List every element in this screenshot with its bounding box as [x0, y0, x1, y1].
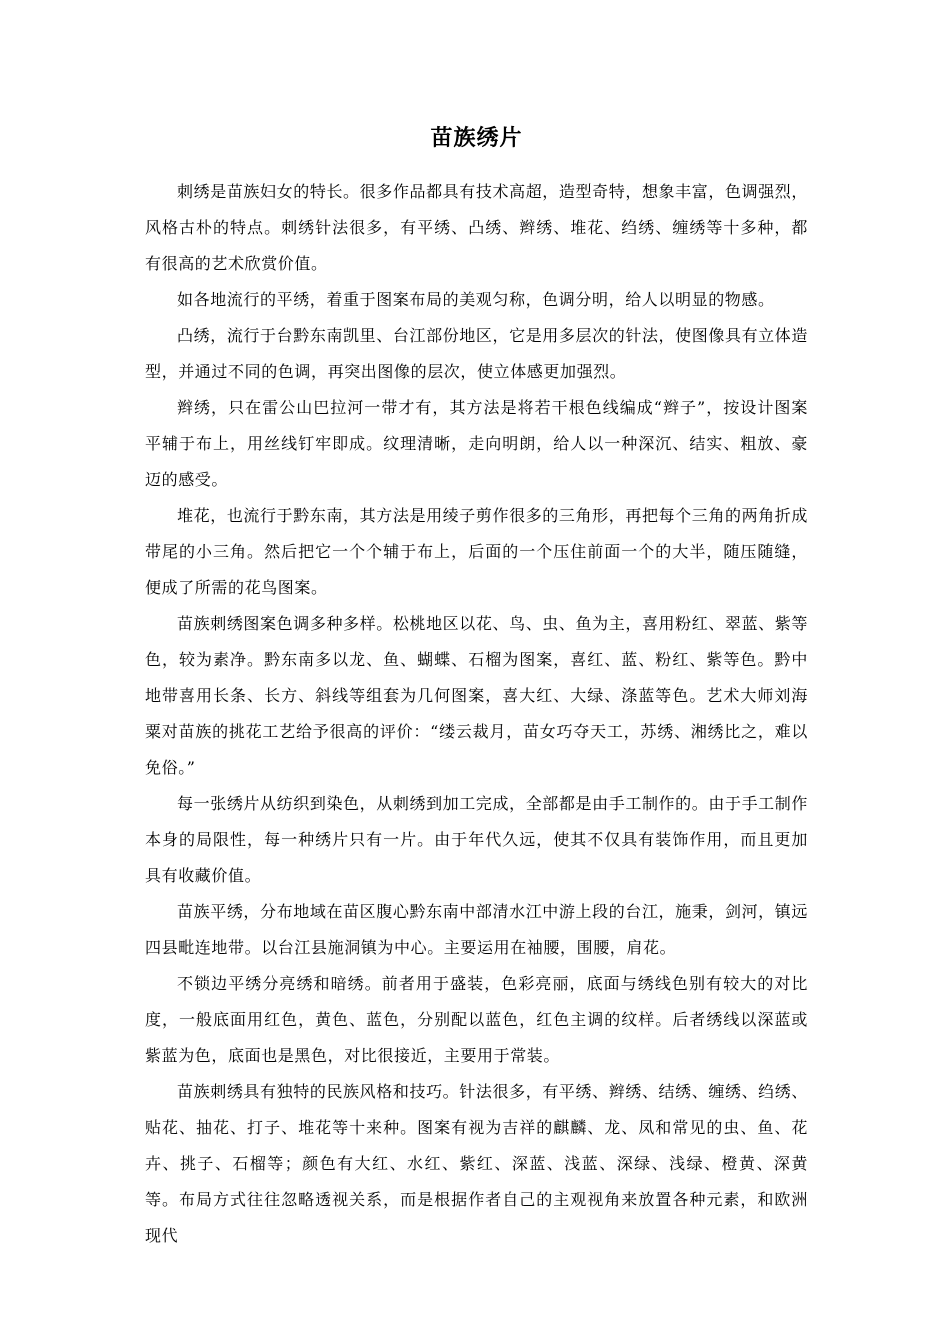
paragraph-6: 苗族刺绣图案色调多种多样。松桃地区以花、鸟、虫、鱼为主，喜用粉红、翠蓝、紫等色，较为素净。黔东南多以龙、鱼、蝴蝶、石榴为图案，喜红、蓝、粉红、紫等色。黔中地带喜用长条、长方、斜线等组套为几何图案，喜大红、大绿、涤蓝等色。艺术大师刘海粟对苗族的挑花工艺给予很高的评价：“缕云裁月，苗女巧夺天工，苏绣、湘绣比之，难以免俗。” [145, 614, 808, 777]
document-page [145, 118, 808, 1254]
paragraph-4: 辫绣，只在雷公山巴拉河一带才有，其方法是将若干根色线编成“辫子”，按设计图案平辅于布上，用丝线钉牢即成。纹理清晰，走向明朗，给人以一种深沉、结实、粗放、豪迈的感受。 [145, 398, 808, 489]
paragraph-7: 每一张绣片从纺织到染色，从刺绣到加工完成，全部都是由手工制作的。由于手工制作本身的局限性，每一种绣片只有一片。由于年代久远，使其不仅具有装饰作用，而且更加具有收藏价值。 [145, 794, 808, 885]
document-title: 苗族绣片 [430, 125, 523, 151]
paragraph-8: 苗族平绣，分布地域在苗区腹心黔东南中部清水江中游上段的台江，施秉，剑河，镇远四县毗连地带。以台江县施洞镇为中心。主要运用在袖腰，围腰，肩花。 [145, 902, 808, 957]
paragraph-5: 堆花，也流行于黔东南，其方法是用绫子剪作很多的三角形，再把每个三角的两角折成带尾的小三角。然后把它一个个辅于布上，后面的一个压住前面一个的大半，随压随缝，便成了所需的花鸟图案。 [145, 506, 808, 597]
paragraph-3: 凸绣，流行于台黔东南凯里、台江部份地区，它是用多层次的针法，使图像具有立体造型，并通过不同的色调，再突出图像的层次，使立体感更加强烈。 [145, 326, 808, 381]
paragraph-1: 刺绣是苗族妇女的特长。很多作品都具有技术高超，造型奇特，想象丰富，色调强烈，风格古朴的特点。刺绣针法很多，有平绣、凸绣、辫绣、堆花、绉绣、缠绣等十多种，都有很高的艺术欣赏价值。 [145, 182, 808, 273]
paragraph-9: 不锁边平绣分亮绣和暗绣。前者用于盛装，色彩亮丽，底面与绣线色别有较大的对比度，一般底面用红色，黄色、蓝色，分别配以蓝色，红色主调的纹样。后者绣线以深蓝或紫蓝为色，底面也是黑色，对比很接近，主要用于常装。 [145, 974, 808, 1065]
paragraph-10: 苗族刺绣具有独特的民族风格和技巧。针法很多，有平绣、辫绣、结绣、缠绣、绉绣、贴花、抽花、打子、堆花等十来种。图案有视为吉祥的麒麟、龙、凤和常见的虫、鱼、花卉、挑子、石榴等；颜色有大红、水红、紫红、深蓝、浅蓝、深绿、浅绿、橙黄、深黄等。布局方式往往忽略透视关系，而是根据作者自己的主观视角来放置各种元素，和欧洲现代 [145, 1082, 808, 1245]
paragraph-2: 如各地流行的平绣，着重于图案布局的美观匀称，色调分明，给人以明显的物感。 [177, 290, 775, 309]
